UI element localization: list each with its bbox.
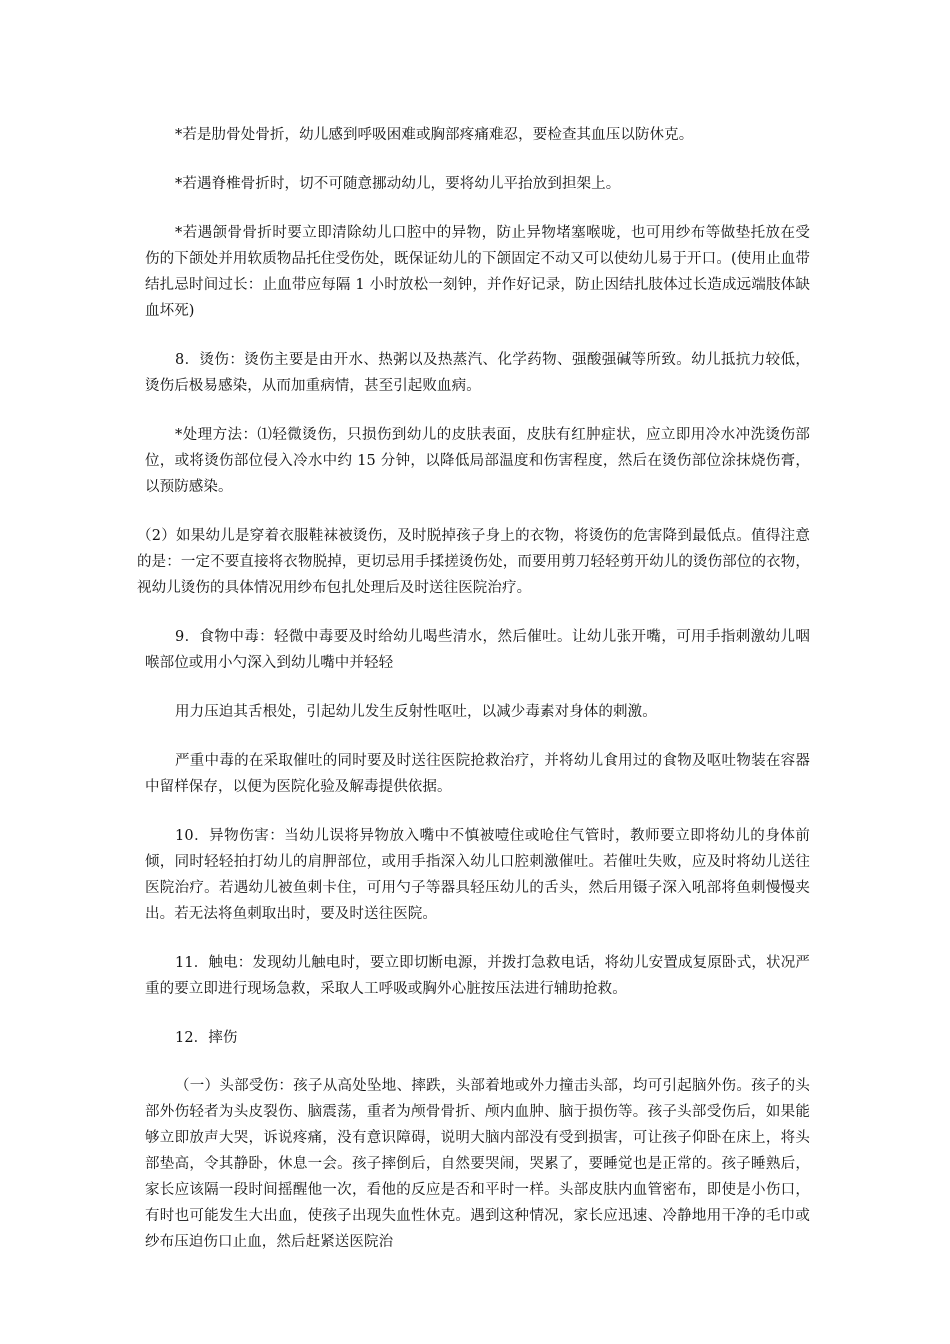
paragraph-food-poisoning: 9．食物中毒：轻微中毒要及时给幼儿喝些清水，然后催吐。让幼儿张开嘴，可用手指刺激幼儿咽喉部位或用小勺深入到幼儿嘴中并轻轻	[145, 629, 810, 671]
paragraph-falls-heading: 12．摔伤	[175, 1030, 238, 1046]
paragraph-severe-poisoning: 严重中毒的在采取催吐的同时要及时送往医院抢救治疗，并将幼儿食用过的食物及呕吐物装在容器中留样保存，以便为医院化验及解毒提供依据。	[145, 753, 810, 795]
document-page	[137, 122, 810, 1278]
paragraph-rib-fracture: *若是肋骨处骨折，幼儿感到呼吸困难或胸部疼痛难忍，要检查其血压以防休克。	[175, 127, 694, 143]
paragraph-spine-fracture: *若遇脊椎骨折时，切不可随意挪动幼儿，要将幼儿平抬放到担架上。	[175, 176, 621, 192]
paragraph-electric-shock: 11．触电：发现幼儿触电时，要立即切断电源，并拨打急救电话，将幼儿安置成复原卧式，状况严重的要立即进行现场急救，采取人工呼吸或胸外心脏按压法进行辅助抢救。	[145, 955, 810, 997]
paragraph-jaw-fracture: *若遇颌骨骨折时要立即清除幼儿口腔中的异物，防止异物堵塞喉咙，也可用纱布等做垫托放在受伤的下颌处并用软质物品托住受伤处，既保证幼儿的下颌固定不动又可以使幼儿易于开口。(使用止血带结扎忌时间过长：止血带应每隔 1 小时放松一刻钟，并作好记录，防止因结扎肢体过长造成远端肢体缺血坏死)	[145, 225, 810, 319]
paragraph-head-injury: （一）头部受伤：孩子从高处坠地、摔跌，头部着地或外力撞击头部，均可引起脑外伤。孩子的头部外伤轻者为头皮裂伤、脑震荡，重者为颅骨骨折、颅内血肿、脑于损伤等。孩子头部受伤后，如果能够立即放声大哭，诉说疼痛，没有意识障碍，说明大脑内部没有受到损害，可让孩子仰卧在床上，将头部垫高，令其静卧，休息一会。孩子摔倒后，自然要哭闹，哭累了，要睡觉也是正常的。孩子睡熟后，家长应该隔一段时间摇醒他一次，看他的反应是否和平时一样。头部皮肤内血管密布，即使是小伤口，有时也可能发生大出血，使孩子出现失血性休克。遇到这种情况，家长应迅速、冷静地用干净的毛巾或纱布压迫伤口止血，然后赶紧送医院治	[145, 1078, 810, 1250]
paragraph-burns-treatment-1: *处理方法：⑴轻微烫伤，只损伤到幼儿的皮肤表面，皮肤有红肿症状，应立即用冷水冲洗烫伤部位，或将烫伤部位侵入冷水中约 15 分钟，以降低局部温度和伤害程度，然后在烫伤部位涂抹烧伤膏，以预防感染。	[145, 427, 810, 495]
paragraph-food-poisoning-cont: 用力压迫其舌根处，引起幼儿发生反射性呕吐，以减少毒素对身体的刺激。	[175, 704, 657, 720]
paragraph-foreign-object: 10．异物伤害：当幼儿误将异物放入嘴中不慎被噎住或呛住气管时，教师要立即将幼儿的身体前倾，同时轻轻拍打幼儿的肩胛部位，或用手指深入幼儿口腔刺激催吐。若催吐失败，应及时将幼儿送往医院治疗。若遇幼儿被鱼刺卡住，可用勺子等器具轻压幼儿的舌头，然后用镊子深入吼部将鱼刺慢慢夹出。若无法将鱼刺取出时，要及时送往医院。	[145, 828, 810, 922]
paragraph-burns-intro: 8．烫伤：烫伤主要是由开水、热粥以及热蒸汽、化学药物、强酸强碱等所致。幼儿抵抗力较低，烫伤后极易感染，从而加重病情，甚至引起败血病。	[145, 352, 810, 394]
paragraph-burns-treatment-2: （2）如果幼儿是穿着衣服鞋袜被烫伤，及时脱掉孩子身上的衣物，将烫伤的危害降到最低点。值得注意的是：一定不要直接将衣物脱掉，更切忌用手揉搓烫伤处，而要用剪刀轻轻剪开幼儿的烫伤部位的衣物，视幼儿烫伤的具体情况用纱布包扎处理后及时送往医院治疗。	[137, 528, 810, 596]
